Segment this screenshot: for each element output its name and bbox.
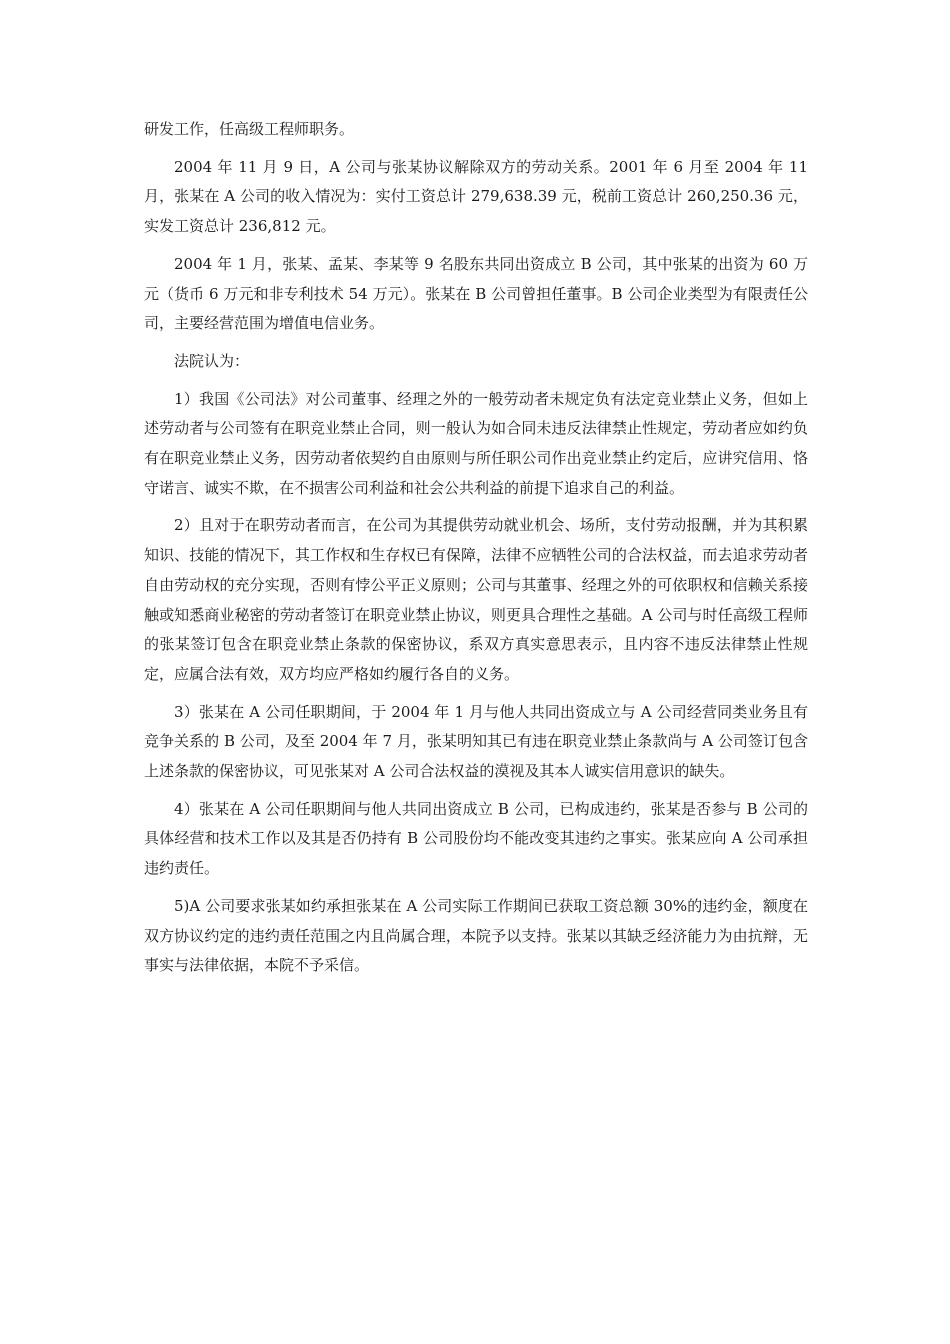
- paragraph-company-b: 2004 年 1 月，张某、孟某、李某等 9 名股东共同出资成立 B 公司，其中张某的出资为 60 万元（货币 6 万元和非专利技术 54 万元）。张某在 B 公司曾担任董事。B 公司企业类型为有限责任公司，主要经营范围为增值电信业务。: [144, 254, 808, 333]
- paragraph-court-holds: 法院认为：: [174, 351, 250, 370]
- paragraph-point-1: 1）我国《公司法》对公司董事、经理之外的一般劳动者未规定负有法定竞业禁止义务，但如上述劳动者与公司签有在职竞业禁止合同，则一般认为如合同未违反法律禁止性规定，劳动者应如约负有在职竞业禁止义务，因劳动者依契约自由原则与所任职公司作出竞业禁止约定后，应讲究信用、恪守诺言、诚实不欺，在不损害公司利益和社会公共利益的前提下追求自己的利益。: [144, 389, 808, 497]
- paragraph-point-4: 4）张某在 A 公司任职期间与他人共同出资成立 B 公司，已构成违约，张某是否参与 B 公司的具体经营和技术工作以及其是否仍持有 B 公司股份均不能改变其违约之事实。张某应向 A 公司承担违约责任。: [144, 799, 808, 878]
- paragraph-point-2: 2）且对于在职劳动者而言，在公司为其提供劳动就业机会、场所，支付劳动报酬，并为其积累知识、技能的情况下，其工作权和生存权已有保障，法律不应牺牲公司的合法权益，而去追求劳动者自由劳动权的充分实现，否则有悖公平正义原则；公司与其董事、经理之外的可依职权和信赖关系接触或知悉商业秘密的劳动者签订在职竞业禁止协议，则更具合理性之基础。A 公司与时任高级工程师的张某签订包含在职竞业禁止条款的保密协议，系双方真实意思表示，且内容不违反法律禁止性规定，应属合法有效，双方均应严格如约履行各自的义务。: [144, 516, 808, 683]
- document-body: [144, 115, 808, 989]
- paragraph-continuation: 研发工作，任高级工程师职务。: [144, 120, 355, 138]
- paragraph-point-3: 3）张某在 A 公司任职期间，于 2004 年 1 月与他人共同出资成立与 A 公司经营同类业务且有竞争关系的 B 公司，及至 2004 年 7 月，张某明知其已有违在职竞业禁止条款尚与 A 公司签订包含上述条款的保密协议，可见张某对 A 公司合法权益的漠视及其本人诚实信用意识的缺失。: [144, 702, 808, 781]
- paragraph-termination: 2004 年 11 月 9 日，A 公司与张某协议解除双方的劳动关系。2001 年 6 月至 2004 年 11 月，张某在 A 公司的收入情况为：实付工资总计 279,638.39 元，税前工资总计 260,250.36 元，实发工资总计 236,812 元。: [144, 157, 808, 236]
- paragraph-point-5: 5)A 公司要求张某如约承担张某在 A 公司实际工作期间已获取工资总额 30%的违约金，额度在双方协议约定的违约责任范围之内且尚属合理，本院予以支持。张某以其缺乏经济能力为由抗辩，无事实与法律依据，本院不予采信。: [144, 896, 808, 975]
